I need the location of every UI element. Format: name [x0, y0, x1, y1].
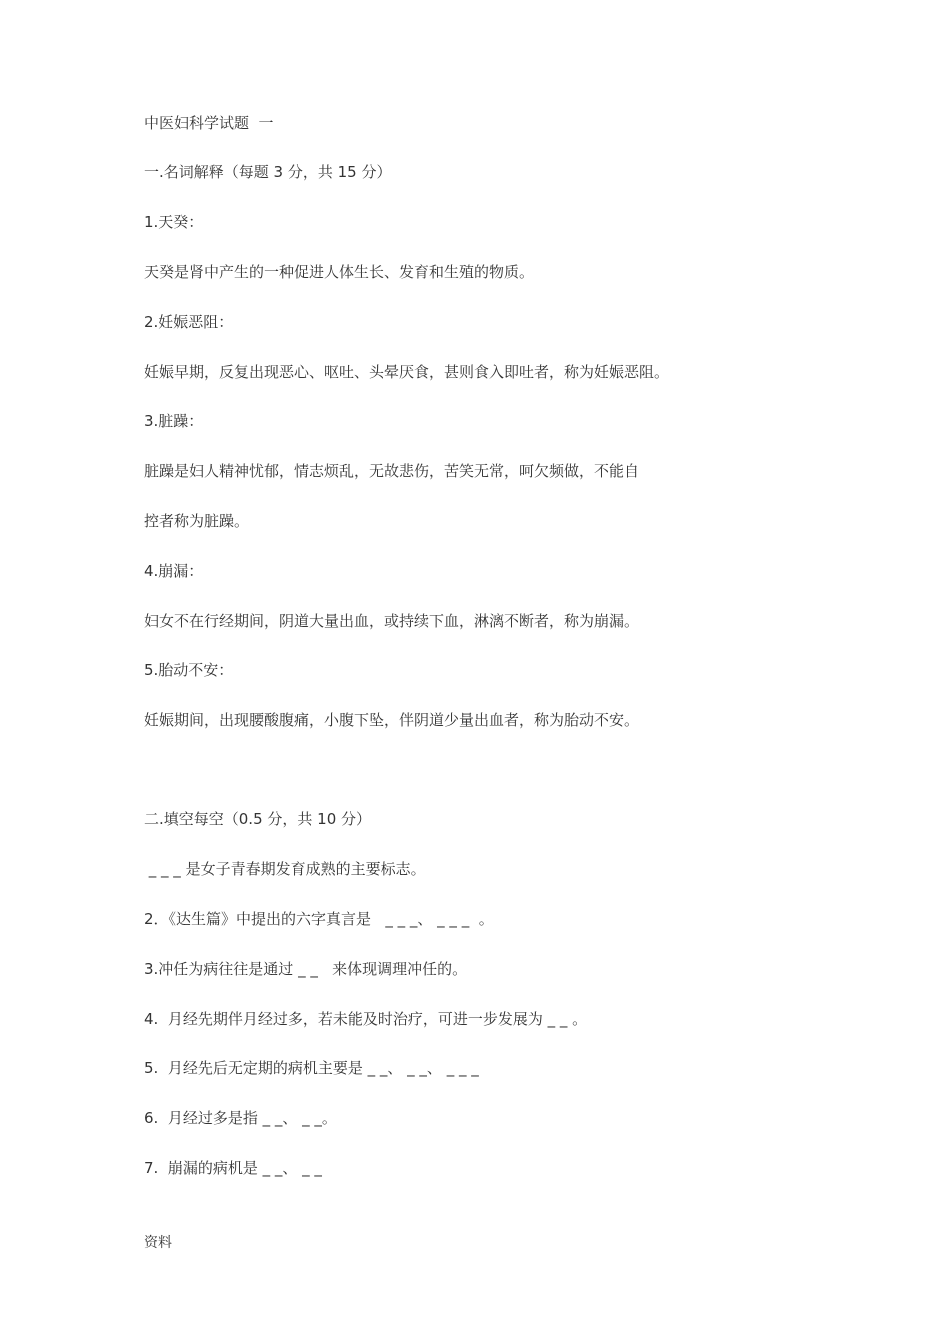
definition-3-line2: 控者称为脏躁。 [144, 512, 250, 530]
fill-item-1: _ _ _ 是女子青春期发育成熟的主要标志。 [144, 860, 426, 878]
term-2: 2.妊娠恶阻： [144, 313, 234, 331]
fill-item-3: 3.冲任为病往往是通过 _ _ 来体现调理冲任的。 [144, 960, 468, 978]
term-1: 1.天癸： [144, 213, 204, 231]
fill-item-2: 2．《达生篇》中提出的六字真言是 _ _ _、 _ _ _ 。 [144, 910, 494, 928]
definition-4: 妇女不在行经期间，阴道大量出血，或持续下血，淋漓不断者，称为崩漏。 [144, 612, 640, 630]
term-5: 5.胎动不安： [144, 661, 234, 679]
fill-item-5: 5. 月经先后无定期的病机主要是 _ _、 _ _、 _ _ _ [144, 1059, 479, 1077]
page-footer: 资料 [144, 1235, 172, 1251]
definition-3-line1: 脏躁是妇人精神忧郁，情志烦乱，无故悲伤，苦笑无常，呵欠频做，不能自 [144, 462, 640, 480]
definition-2: 妊娠早期，反复出现恶心、呕吐、头晕厌食，甚则食入即吐者，称为妊娠恶阻。 [144, 363, 670, 381]
section1-heading: 一.名词解释（每题 3 分，共 15 分） [144, 163, 392, 181]
fill-item-6: 6. 月经过多是指 _ _、 _ _。 [144, 1109, 337, 1127]
definition-5: 妊娠期间，出现腰酸腹痛，小腹下坠，伴阴道少量出血者，称为胎动不安。 [144, 711, 640, 729]
term-3: 3.脏躁： [144, 412, 204, 430]
document-title: 中医妇科学试题 一 [144, 114, 274, 132]
fill-item-4: 4. 月经先期伴月经过多，若未能及时治疗，可进一步发展为 _ _ 。 [144, 1010, 588, 1028]
section2-heading: 二.填空每空（0.5 分，共 10 分） [144, 810, 372, 828]
definition-1: 天癸是肾中产生的一种促进人体生长、发育和生殖的物质。 [144, 263, 535, 281]
term-4: 4.崩漏： [144, 562, 204, 580]
fill-item-7: 7. 崩漏的病机是 _ _、 _ _ [144, 1159, 322, 1177]
